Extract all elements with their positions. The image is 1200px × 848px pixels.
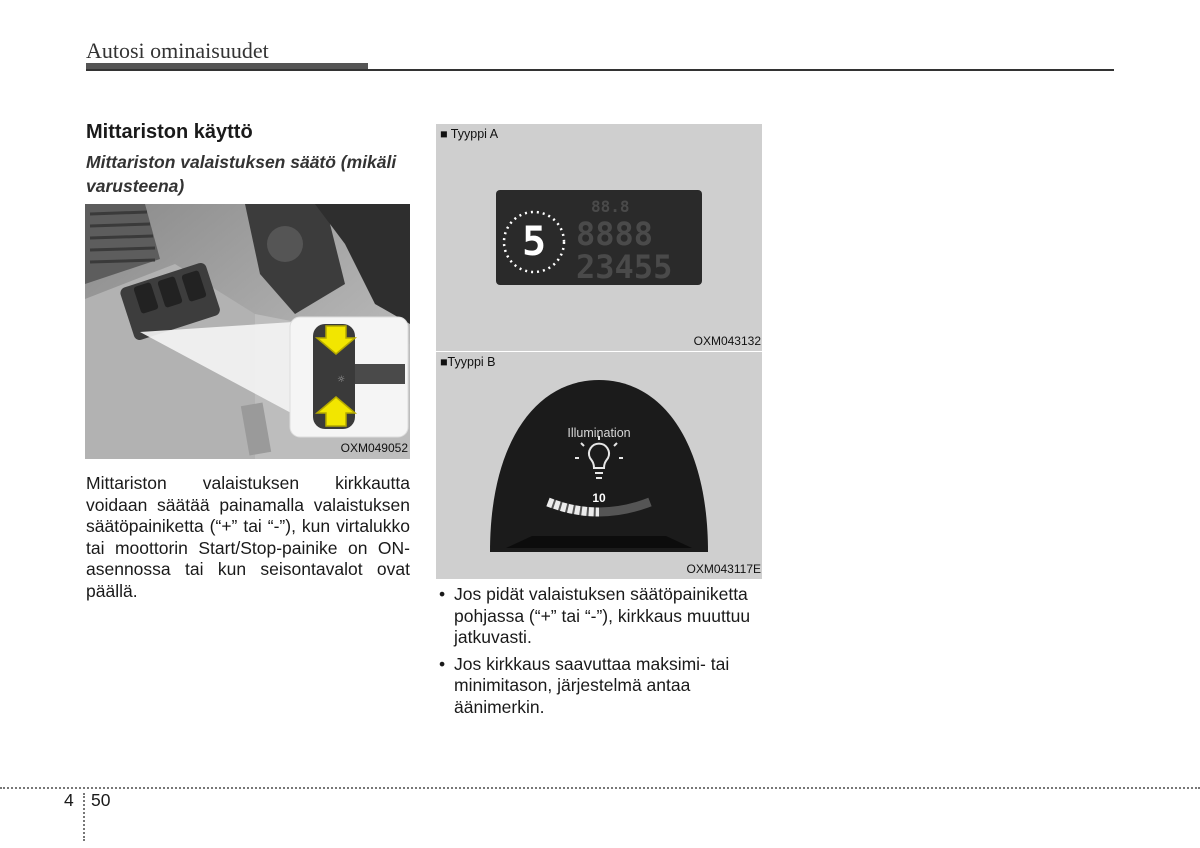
lcd-display	[496, 190, 702, 285]
footer-separator	[83, 793, 85, 841]
gear-indicator: 5	[521, 219, 547, 265]
svg-text:☼: ☼	[337, 375, 346, 385]
cluster-title: Illumination	[567, 426, 631, 440]
figure-code: OXM043132	[693, 334, 761, 348]
svg-text:8888: 8888	[576, 215, 654, 253]
figure-code: OXM043117E	[686, 562, 761, 576]
type-a-label: ■ Tyyppi A	[440, 127, 499, 141]
header-rule	[86, 69, 1114, 71]
running-header: Autosi ominaisuudet	[86, 38, 269, 63]
body-paragraph: Mittariston valaistuksen kirkkautta voidaan säätää painamalla valaistuksen säätöpainiketta (“+” tai “-”), kun virtalukko tai moottorin Start/Stop-painike on ON-asennossa tai kun seisontavalot ovat päällä.	[86, 473, 410, 601]
section-heading: Mittariston käyttö	[86, 121, 253, 143]
bullet-list	[436, 584, 762, 724]
list-item: • Jos kirkkaus saavuttaa maksimi- tai minimitason, järjestelmä antaa äänimerkin.	[439, 653, 730, 717]
chapter-number: 4	[64, 790, 74, 810]
page-number: 50	[91, 790, 111, 810]
figure-code: OXM049052	[340, 441, 408, 455]
section-subheading: Mittariston valaistuksen säätö (mikäli varusteena)	[86, 152, 397, 196]
type-b-figure	[436, 352, 762, 579]
type-b-label: ■Tyyppi B	[440, 355, 496, 369]
level-value: 10	[592, 491, 606, 505]
list-item: • Jos pidät valaistuksen säätöpainiketta pohjassa (“+” tai “-”), kirkkaus muuttuu jatkuvasti.	[439, 584, 751, 648]
type-a-figure	[436, 124, 762, 351]
cluster-display	[436, 352, 762, 579]
console-figure	[85, 204, 410, 459]
svg-text:88.8: 88.8	[591, 197, 630, 216]
bullet-text: Jos kirkkaus saavuttaa maksimi- tai minimitason, järjestelmä antaa äänimerkin.	[454, 653, 730, 717]
footer-dotted-rule	[0, 787, 1200, 789]
console-illustration	[85, 204, 410, 459]
svg-text:23455: 23455	[576, 248, 673, 285]
bullet-text: Jos pidät valaistuksen säätöpainiketta pohjassa (“+” tai “-”), kirkkaus muuttuu jatkuvasti.	[454, 584, 751, 648]
